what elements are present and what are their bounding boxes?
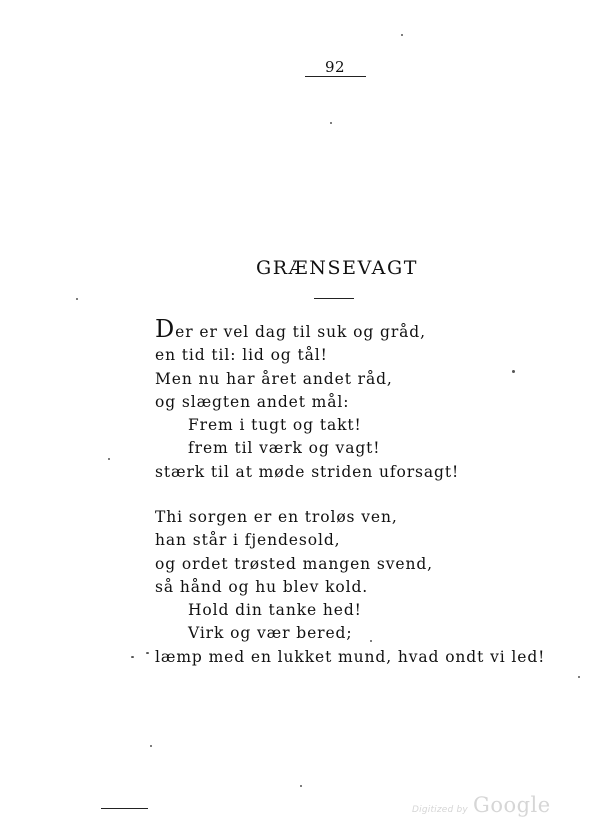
poem-line <box>155 317 459 344</box>
scan-speck <box>401 34 403 36</box>
poem-line: Virk og vær bered; <box>188 624 353 643</box>
poem-line: og slægten andet mål: <box>155 392 350 411</box>
poem-line: Frem i tugt og takt! <box>188 416 362 435</box>
poem-line: frem til værk og vagt! <box>188 439 381 458</box>
scan-speck <box>146 652 149 654</box>
stanza-1 <box>155 317 459 484</box>
page-number: 92 <box>324 58 346 76</box>
poem-title: GRÆNSEVAGT <box>256 257 419 279</box>
watermark-logo-text: Google <box>473 793 551 817</box>
poem-line-text: er er vel dag til suk og gråd, <box>175 323 426 341</box>
poem-line: en tid til: lid og tål! <box>155 346 328 365</box>
poem-line: han står i fjendesold, <box>155 531 341 550</box>
title-rule <box>314 298 354 299</box>
poem-line: og ordet trøsted mangen svend, <box>155 554 433 573</box>
scan-speck <box>512 370 515 373</box>
scan-speck <box>300 785 302 787</box>
footer-rule <box>101 808 148 809</box>
digitized-watermark <box>412 793 551 817</box>
poem-line: Hold din tanke hed! <box>188 601 362 620</box>
poem-line: læmp med en lukket mund, hvad ondt vi led! <box>155 647 546 666</box>
scan-speck <box>578 676 580 678</box>
scan-speck <box>76 298 78 300</box>
stanza-2 <box>155 506 545 669</box>
scan-speck <box>370 640 372 642</box>
drop-cap: D <box>155 315 176 343</box>
scan-speck <box>330 122 332 124</box>
page-number-rule <box>305 76 366 77</box>
scan-speck <box>108 458 110 460</box>
poem-line: Thi sorgen er en troløs ven, <box>155 508 398 526</box>
poem-line: så hånd og hu blev kold. <box>155 577 369 596</box>
scan-speck <box>150 745 152 747</box>
poem-line: Men nu har året andet råd, <box>155 369 393 388</box>
scan-speck <box>131 656 134 658</box>
poem-line: stærk til at møde striden uforsagt! <box>155 462 460 481</box>
watermark-small-text: Digitized by <box>412 805 468 815</box>
